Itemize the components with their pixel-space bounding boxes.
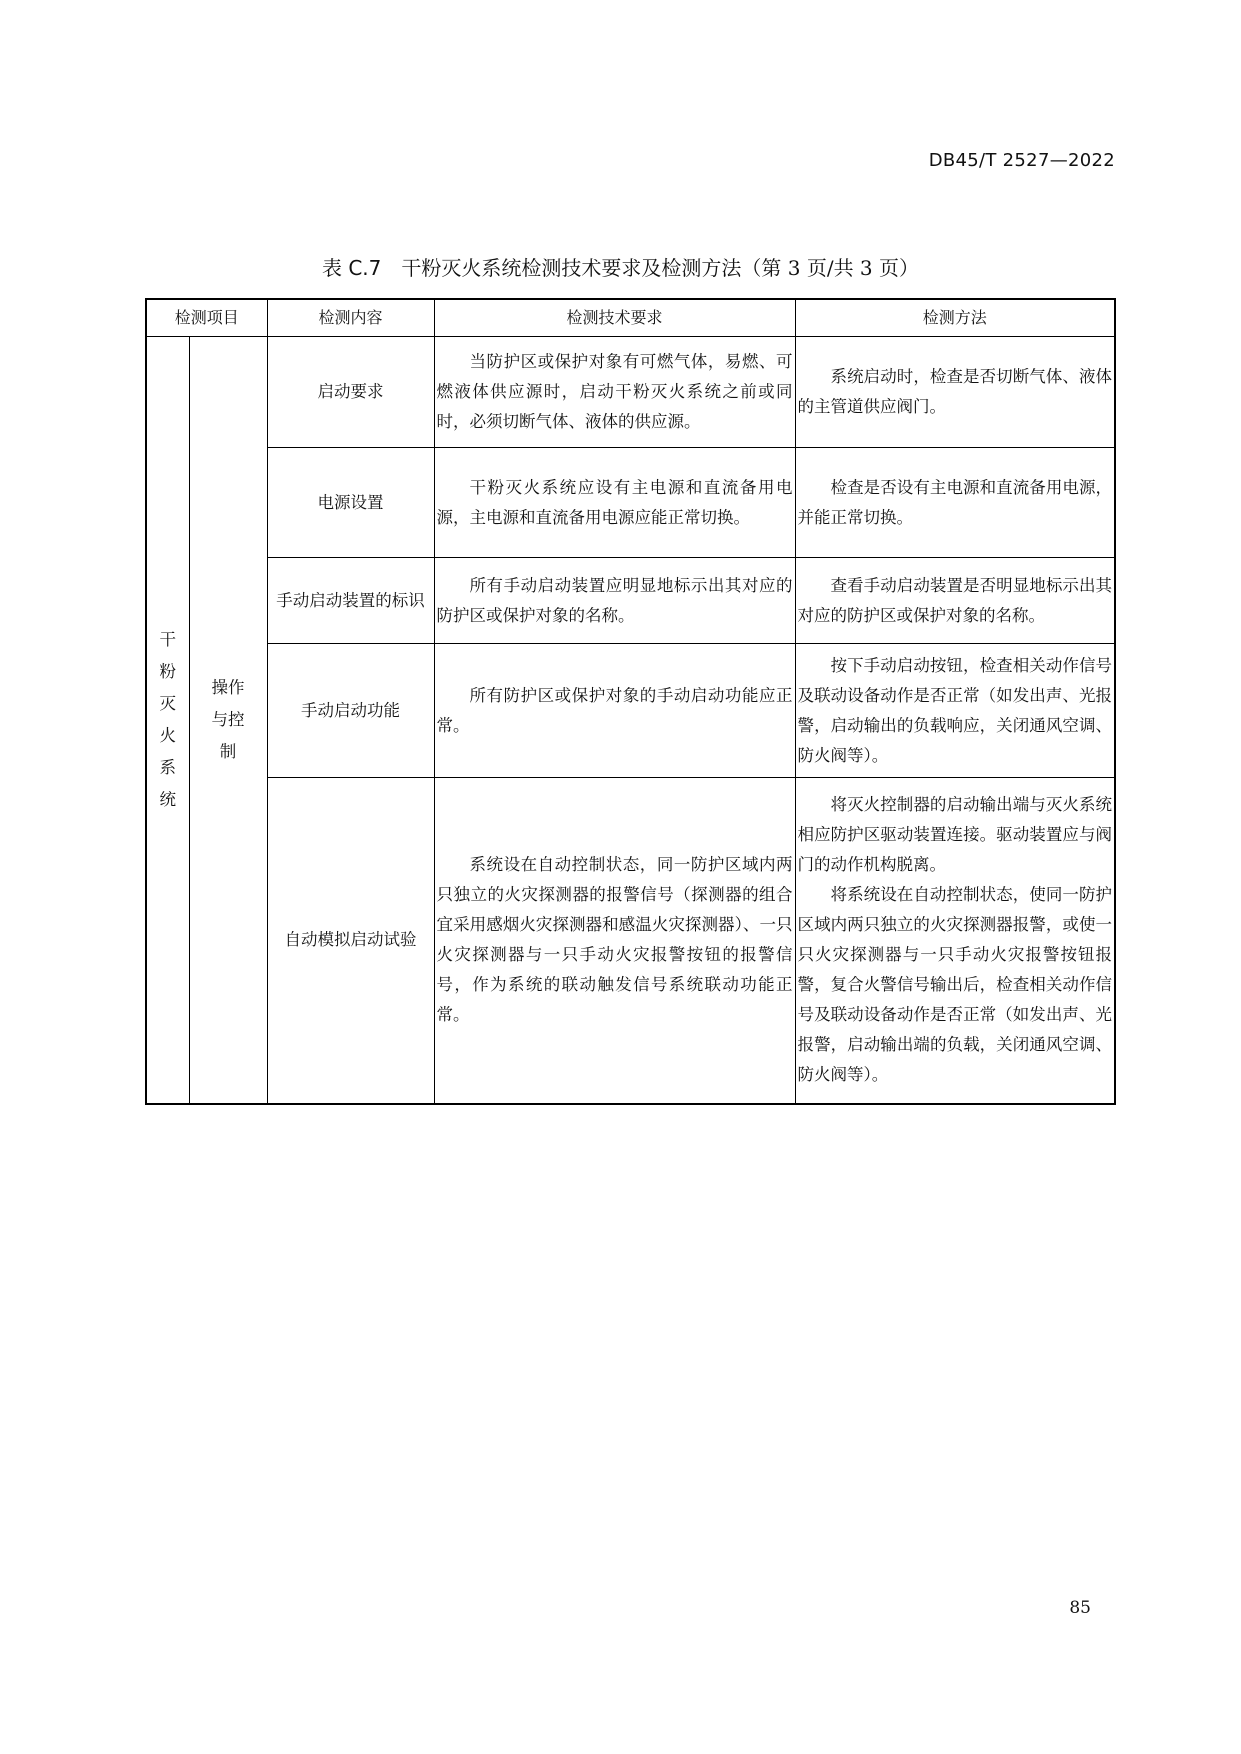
category-label: 干 粉 灭 火 系 统: [159, 629, 176, 809]
table-title: [0, 252, 1241, 281]
content-cell: 启动要求: [267, 337, 434, 448]
requirement-text: 干粉灭火系统应设有主电源和直流备用电源，主电源和直流备用电源应能正常切换。: [436, 477, 793, 527]
category-cell: [146, 337, 189, 1104]
table-row: [146, 448, 1115, 558]
requirement-text: 系统设在自动控制状态，同一防护区域内两只独立的火灾探测器的报警信号（探测器的组合宜采用感烟火灾探测器和感温火灾探测器）、一只火灾探测器与一只手动火灾报警按钮的报警信号，作为系统的联动触发信号系统联动功能正常。: [436, 855, 793, 1025]
requirement-cell: [434, 448, 795, 558]
method-text: 将系统设在自动控制状态，使同一防护区域内两只独立的火灾探测器报警，或使一只火灾探测器与一只手动火灾报警按钮报警，复合火警信号输出后，检查相关动作信号及联动设备动作是否正常（如发出声、光报警，启动输出端的负载，关闭通风空调、防火阀等）。: [797, 885, 1113, 1085]
content-cell: 电源设置: [267, 448, 434, 558]
method-cell: [795, 778, 1115, 1104]
document-code: DB45/T 2527—2022: [928, 150, 1115, 171]
method-cell: [795, 337, 1115, 448]
page-number: 85: [1069, 1598, 1091, 1618]
header-technical-requirement: 检测技术要求: [434, 299, 795, 337]
method-text: 系统启动时，检查是否切断气体、液体的主管道供应阀门。: [797, 367, 1113, 416]
subcategory-cell: [189, 337, 267, 1104]
method-cell: [795, 644, 1115, 778]
content-cell: 手动启动装置的标识: [267, 558, 434, 644]
requirement-cell: [434, 778, 795, 1104]
header-inspection-item: 检测项目: [146, 299, 267, 337]
method-text: 查看手动启动装置是否明显地标示出其对应的防护区或保护对象的名称。: [797, 575, 1113, 625]
subcategory-label: 操作 与控 制: [211, 677, 245, 761]
requirement-cell: [434, 644, 795, 778]
method-text: 按下手动启动按钮，检查相关动作信号及联动设备动作是否正常（如发出声、光报警，启动输出的负载响应，关闭通风空调、防火阀等）。: [797, 655, 1113, 765]
inspection-table: [145, 298, 1116, 1105]
requirement-text: 当防护区或保护对象有可燃气体，易燃、可燃液体供应源时，启动干粉灭火系统之前或同时，必须切断气体、液体的供应源。: [436, 352, 793, 431]
table-row: [146, 778, 1115, 1104]
content-cell: 手动启动功能: [267, 644, 434, 778]
method-cell: [795, 448, 1115, 558]
content-cell: 自动模拟启动试验: [267, 778, 434, 1104]
requirement-text: 所有手动启动装置应明显地标示出其对应的防护区或保护对象的名称。: [436, 575, 793, 625]
requirement-text: 所有防护区或保护对象的手动启动功能应正常。: [436, 685, 793, 735]
table-title-main: 表 C.7 干粉灭火系统检测技术要求及检测方法: [321, 256, 742, 280]
method-cell: [795, 558, 1115, 644]
header-inspection-content: 检测内容: [267, 299, 434, 337]
table-row: [146, 337, 1115, 448]
table-header-row: [146, 299, 1115, 337]
method-text: 将灭火控制器的启动输出端与灭火系统相应防护区驱动装置连接。驱动装置应与阀门的动作机构脱离。: [797, 795, 1113, 875]
header-inspection-method: 检测方法: [795, 299, 1115, 337]
table-title-page-range: （第 3 页/共 3 页）: [741, 256, 920, 280]
requirement-cell: [434, 558, 795, 644]
requirement-cell: [434, 337, 795, 448]
table-row: [146, 558, 1115, 644]
table-row: [146, 644, 1115, 778]
method-text: 检查是否设有主电源和直流备用电源，并能正常切换。: [797, 477, 1113, 527]
